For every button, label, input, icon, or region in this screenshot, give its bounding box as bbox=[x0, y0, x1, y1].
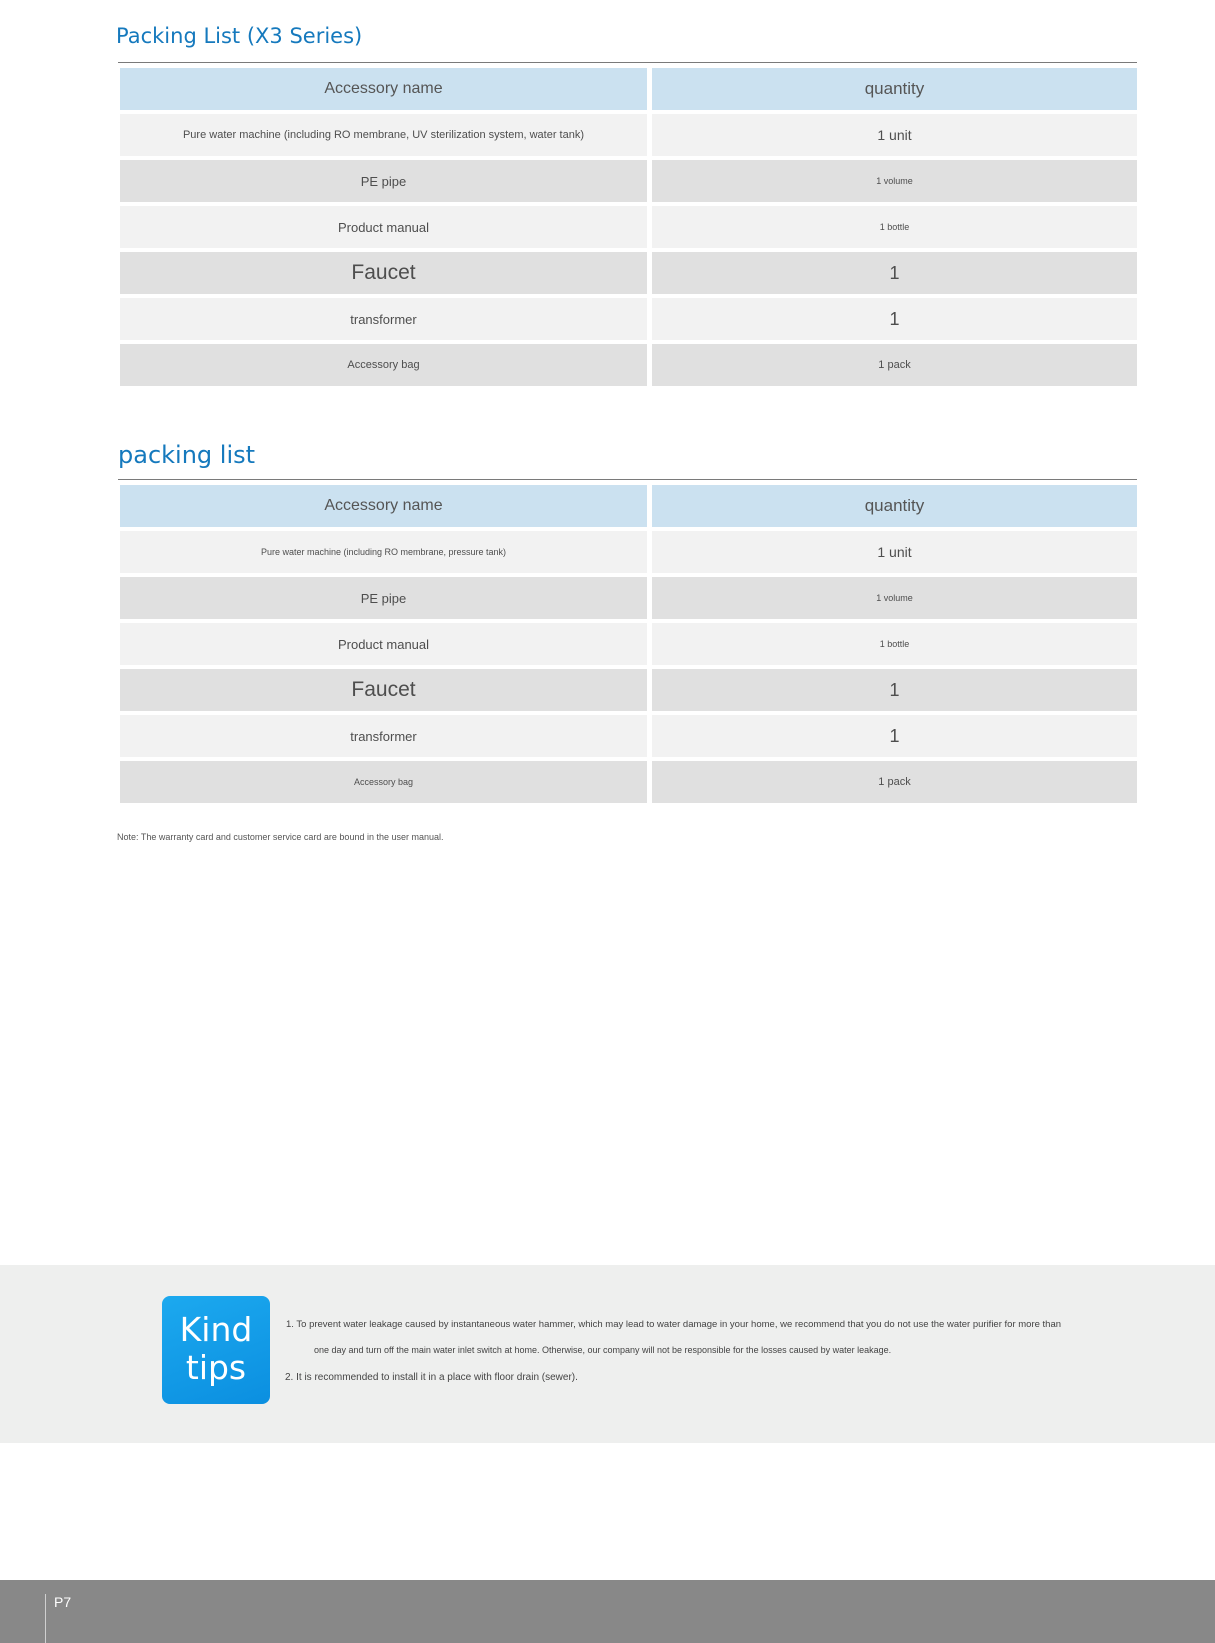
table-header-row bbox=[120, 485, 1137, 527]
accessory-name-cell: transformer bbox=[120, 715, 647, 757]
accessory-name-cell: Accessory bag bbox=[120, 344, 647, 386]
column-header-quantity: quantity bbox=[652, 485, 1137, 527]
table-row bbox=[120, 623, 1137, 665]
packing-list-title: packing list bbox=[118, 441, 256, 469]
quantity-cell: 1 unit bbox=[652, 531, 1137, 573]
accessory-name-cell: transformer bbox=[120, 298, 647, 340]
accessory-name-cell: Faucet bbox=[120, 252, 647, 294]
table-row bbox=[120, 669, 1137, 711]
quantity-cell: 1 bbox=[652, 715, 1137, 757]
tip-item-1-line-2: one day and turn off the main water inlet switch at home. Otherwise, our company will not be responsible for the losses caused by water leakage. bbox=[314, 1345, 892, 1355]
title-divider bbox=[118, 62, 1137, 63]
column-header-accessory-name: Accessory name bbox=[120, 68, 647, 110]
packing-list-x3-title: Packing List (X3 Series) bbox=[116, 24, 363, 48]
column-header-quantity: quantity bbox=[652, 68, 1137, 110]
table-row bbox=[120, 715, 1137, 757]
column-header-accessory-name: Accessory name bbox=[120, 485, 647, 527]
accessory-name-cell: Pure water machine (including RO membrane, pressure tank) bbox=[120, 531, 647, 573]
quantity-cell: 1 pack bbox=[652, 344, 1137, 386]
table-row bbox=[120, 160, 1137, 202]
title-divider bbox=[118, 479, 1137, 480]
table-header-row bbox=[120, 68, 1137, 110]
badge-line-tips: tips bbox=[185, 1348, 247, 1387]
accessory-name-cell: PE pipe bbox=[120, 577, 647, 619]
quantity-cell: 1 volume bbox=[652, 160, 1137, 202]
quantity-cell: 1 bbox=[652, 669, 1137, 711]
table-row bbox=[120, 206, 1137, 248]
page-footer bbox=[0, 1580, 1215, 1643]
table-row bbox=[120, 531, 1137, 573]
kind-tips-badge bbox=[162, 1296, 270, 1404]
accessory-name-cell: Accessory bag bbox=[120, 761, 647, 803]
footer-divider bbox=[45, 1594, 46, 1643]
quantity-cell: 1 bottle bbox=[652, 206, 1137, 248]
badge-line-kind: Kind bbox=[179, 1310, 253, 1349]
tip-item-2: 2. It is recommended to install it in a place with floor drain (sewer). bbox=[285, 1372, 578, 1383]
tip-item-1-line-1: 1. To prevent water leakage caused by instantaneous water hammer, which may lead to water damage in your home, we recommend that you do not use the water purifier for more than bbox=[286, 1319, 1062, 1330]
page-number: P7 bbox=[54, 1594, 72, 1610]
accessory-name-cell: Pure water machine (including RO membrane, UV sterilization system, water tank) bbox=[120, 114, 647, 156]
table-row bbox=[120, 298, 1137, 340]
table-row bbox=[120, 344, 1137, 386]
packing-list-table-x3 bbox=[115, 64, 1142, 390]
quantity-cell: 1 volume bbox=[652, 577, 1137, 619]
quantity-cell: 1 unit bbox=[652, 114, 1137, 156]
accessory-name-cell: Faucet bbox=[120, 669, 647, 711]
quantity-cell: 1 pack bbox=[652, 761, 1137, 803]
table-row bbox=[120, 577, 1137, 619]
warranty-note: Note: The warranty card and customer service card are bound in the user manual. bbox=[117, 832, 444, 842]
table-row bbox=[120, 252, 1137, 294]
accessory-name-cell: PE pipe bbox=[120, 160, 647, 202]
quantity-cell: 1 bbox=[652, 298, 1137, 340]
table-row bbox=[120, 114, 1137, 156]
quantity-cell: 1 bottle bbox=[652, 623, 1137, 665]
table-row bbox=[120, 761, 1137, 803]
quantity-cell: 1 bbox=[652, 252, 1137, 294]
accessory-name-cell: Product manual bbox=[120, 206, 647, 248]
accessory-name-cell: Product manual bbox=[120, 623, 647, 665]
packing-list-table bbox=[115, 481, 1142, 807]
